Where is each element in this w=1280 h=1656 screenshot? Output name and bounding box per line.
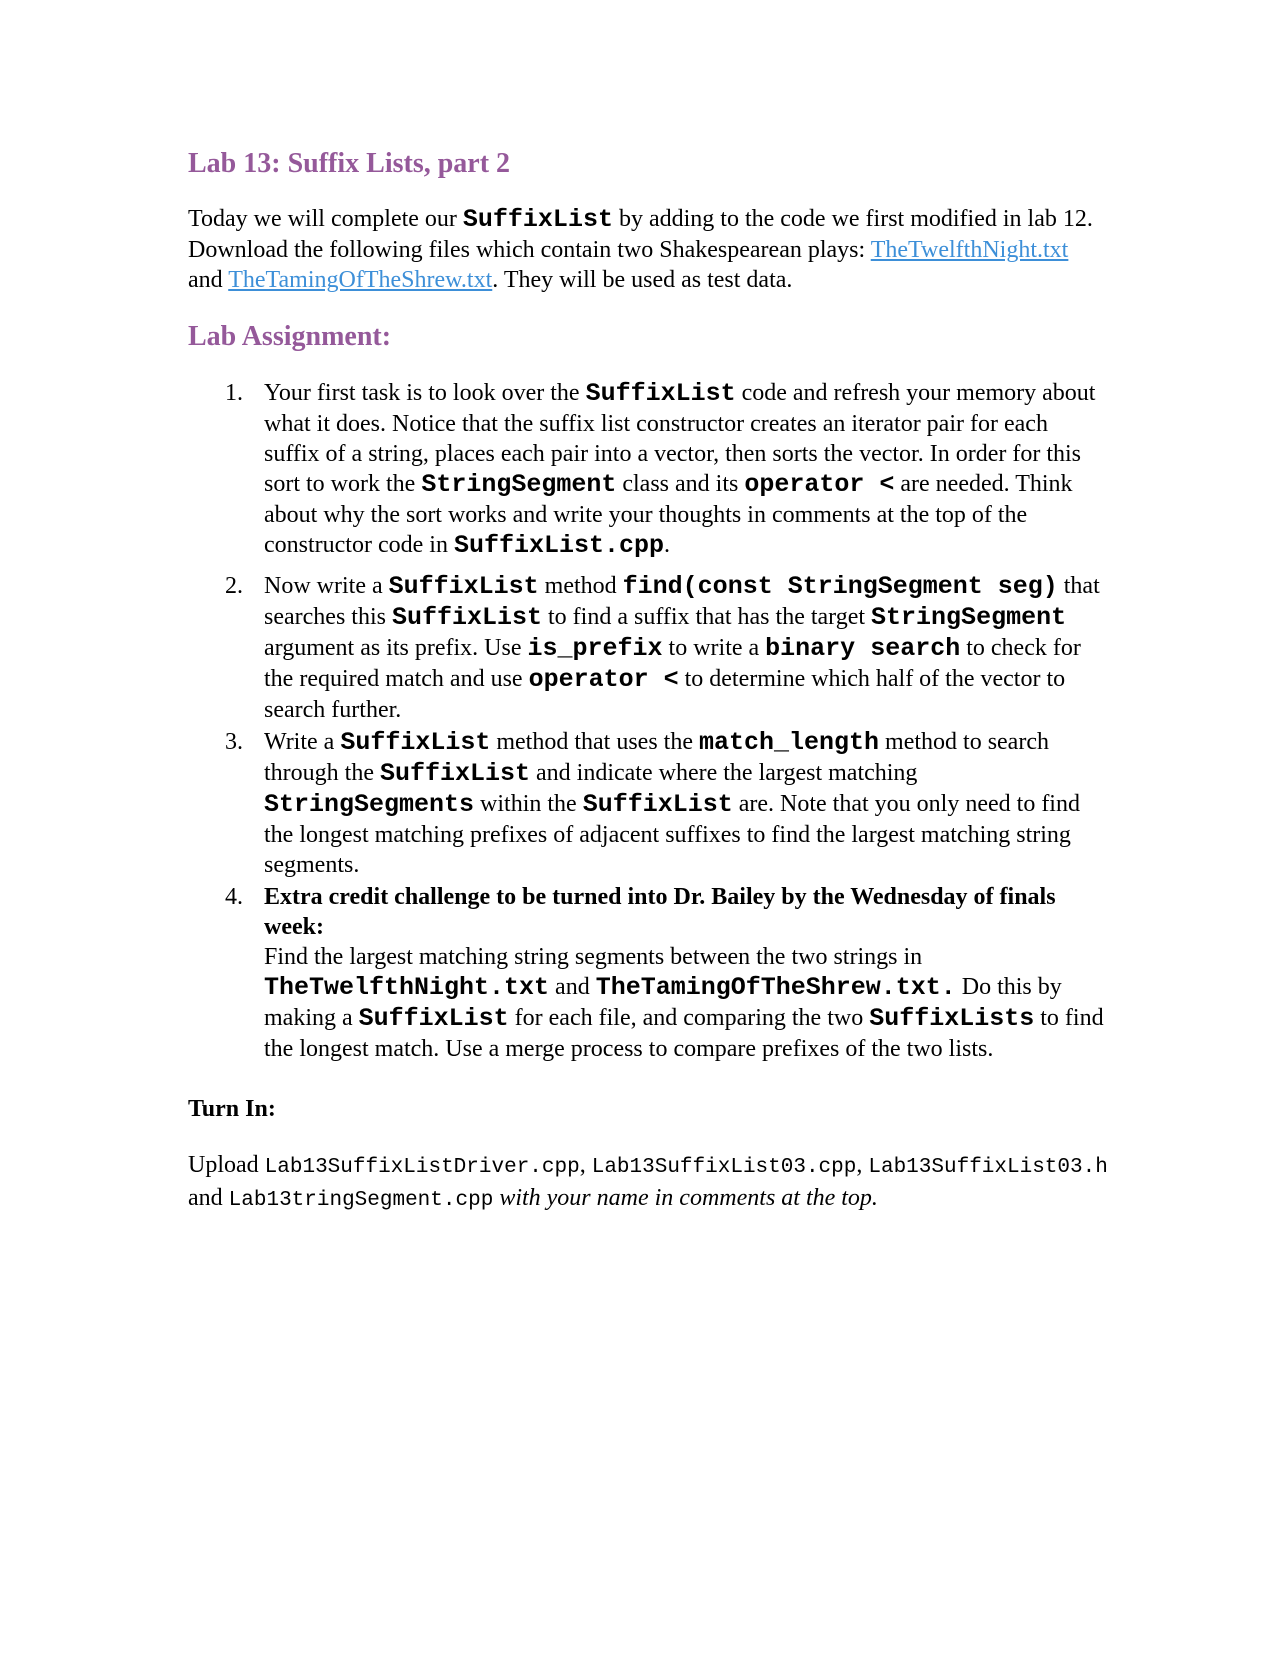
task-text: and bbox=[549, 974, 596, 1000]
task-text: method bbox=[538, 573, 623, 599]
task-text: Find the largest matching string segments between the two strings in bbox=[264, 944, 923, 970]
task-code: TheTwelfthNight.txt bbox=[264, 973, 550, 1002]
task-number: 2. bbox=[225, 573, 243, 599]
intro-paragraph bbox=[188, 204, 1108, 295]
task-code: SuffixList bbox=[388, 572, 539, 601]
task-text: . bbox=[663, 532, 670, 558]
task-item-3 bbox=[188, 727, 1108, 880]
turn-in-heading: Turn In: bbox=[188, 1096, 276, 1122]
task-text: to check for the required match and use bbox=[264, 635, 1081, 692]
task-number: 1. bbox=[225, 380, 243, 406]
turn-in-paragraph bbox=[188, 1150, 1108, 1216]
task-text: code and refresh your memory about what it does. Notice that the suffix list constructor creates an iterator pair for each suffix of a string, places each pair into a vector, then sorts the vector. In order for this sort to work the bbox=[264, 380, 1096, 497]
task-text: and indicate where the largest matching bbox=[530, 760, 918, 786]
turn-in-text: and bbox=[188, 1185, 229, 1211]
task-code: TheTamingOfTheShrew.txt. bbox=[595, 973, 956, 1002]
task-code: SuffixList bbox=[585, 379, 736, 408]
twelfth-night-link[interactable]: TheTwelfthNight.txt bbox=[870, 237, 1069, 263]
page-title: Lab 13: Suffix Lists, part 2 bbox=[188, 148, 511, 179]
task-text: argument as its prefix. Use bbox=[264, 635, 528, 661]
task-code: SuffixList.cpp bbox=[453, 531, 664, 560]
task-text: class and its bbox=[616, 471, 745, 497]
task-code: match_length bbox=[699, 728, 880, 757]
task-number: 3. bbox=[225, 729, 243, 755]
task-text: Write a bbox=[264, 729, 341, 755]
task-text: to find a suffix that has the target bbox=[542, 604, 872, 630]
intro-text: . They will be used as test data. bbox=[492, 267, 793, 293]
task-text: to find the longest match. Use a merge process to compare prefixes of the two lists. bbox=[264, 1005, 1104, 1062]
task-text: method to search through the bbox=[264, 729, 1049, 786]
task-code: SuffixList bbox=[358, 1004, 509, 1033]
task-text: are needed. Think about why the sort works and write your thoughts in comments at the top of the constructor code in bbox=[264, 471, 1073, 558]
taming-of-the-shrew-link[interactable]: TheTamingOfTheShrew.txt bbox=[228, 267, 493, 293]
task-text: within the bbox=[474, 791, 583, 817]
file-name: Lab13tringSegment.cpp bbox=[228, 1189, 494, 1212]
task-text: are. Note that you only need to find the longest matching prefixes of adjacent suffixes to find the largest matching string segments. bbox=[264, 791, 1080, 878]
turn-in-text: Upload bbox=[188, 1152, 265, 1178]
document-body bbox=[188, 147, 1108, 1216]
task-item-2 bbox=[188, 571, 1108, 725]
task-code: find(const StringSegment seg) bbox=[622, 572, 1058, 601]
task-code: SuffixList bbox=[391, 603, 542, 632]
task-text: Your first task is to look over the bbox=[264, 380, 586, 406]
task-code: StringSegment bbox=[871, 603, 1067, 632]
task-text: to determine which half of the vector to search further. bbox=[264, 666, 1066, 723]
intro-text: Today we will complete our bbox=[188, 206, 463, 232]
task-code: SuffixList bbox=[582, 790, 733, 819]
intro-code: SuffixList bbox=[462, 205, 613, 234]
turn-in-text: , bbox=[579, 1152, 592, 1178]
task-text: Do this by making a bbox=[264, 974, 1062, 1031]
task-code: SuffixLists bbox=[869, 1004, 1035, 1033]
turn-in-note: with your name in comments at the top. bbox=[493, 1185, 878, 1211]
turn-in-text: , bbox=[856, 1152, 869, 1178]
task-text: for each file, and comparing the two bbox=[508, 1005, 870, 1031]
file-name: Lab13SuffixList03.h bbox=[868, 1156, 1108, 1179]
intro-text: by adding to the code we first modified in lab 12. Download the following files which contain two Shakespearean plays: bbox=[188, 206, 1093, 263]
task-list bbox=[188, 378, 1108, 1064]
task-code: SuffixList bbox=[340, 728, 491, 757]
task-item-4 bbox=[188, 882, 1108, 1064]
task-code: StringSegments bbox=[264, 790, 475, 819]
task-code: operator < bbox=[528, 665, 679, 694]
task-text: to write a bbox=[662, 635, 766, 661]
task-code: SuffixList bbox=[379, 759, 531, 788]
intro-text: and bbox=[188, 267, 229, 293]
task-code: is_prefix bbox=[527, 634, 663, 663]
task-number: 4. bbox=[225, 884, 243, 910]
file-name: Lab13SuffixListDriver.cpp bbox=[264, 1156, 580, 1179]
task-text: method that uses the bbox=[490, 729, 699, 755]
task-code: operator < bbox=[744, 470, 895, 499]
task-text: that searches this bbox=[264, 573, 1100, 630]
lab-assignment-heading: Lab Assignment: bbox=[188, 321, 392, 352]
task-code: binary search bbox=[765, 634, 961, 663]
task-item-1 bbox=[188, 378, 1108, 561]
extra-credit-heading: Extra credit challenge to be turned into Dr. Bailey by the Wednesday of finals week: bbox=[264, 884, 1056, 940]
task-text: Now write a bbox=[264, 573, 389, 599]
task-code: StringSegment bbox=[421, 470, 617, 499]
file-name: Lab13SuffixList03.cpp bbox=[591, 1156, 857, 1179]
